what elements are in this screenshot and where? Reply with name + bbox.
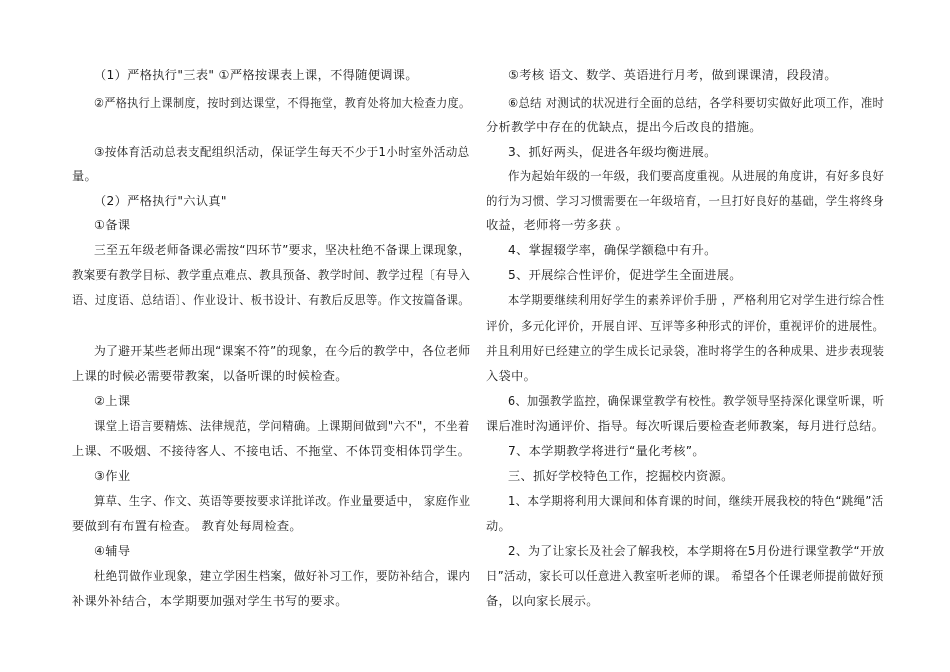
text-line: 课堂上语言要精炼、法律规范，学问精确。上课期间做到"六不"，不坐着 — [94, 419, 470, 433]
text-line: ⑥总结 对测试的状况进行全面的总结，各学科要切实做好此项工作，准时 — [508, 96, 885, 110]
text-line: 课后准时沟通评价、指导。每次听课后要检查老师教案，每月进行总结。 — [486, 419, 885, 433]
text-line: 并且利用好已经建立的学生成长记录袋，准时将学生的各种成果、进步表现装 — [486, 344, 885, 358]
section-heading: 三、抓好学校特色工作，挖掘校内资源。 — [508, 469, 734, 483]
text-line: 1、本学期将利用大课间和体育课的时间，继续开展我校的特色“跳绳”活 — [508, 494, 884, 508]
section-heading: 3、抓好两头，促进各年级均衡进展。 — [508, 145, 717, 159]
text-line: 补课外补结合，本学期要加强对学生书写的要求。 — [72, 594, 348, 608]
text-line: 上课、不吸烟、不接待客人、不接电话、不拖堂、不体罚变相体罚学生。 — [72, 444, 471, 458]
text-line: 算草、生字、作文、英语等要按要求详批详改。作业量要适中， 家庭作业 — [94, 494, 471, 508]
text-line: 的行为习惯、学习习惯需要在一年级培育，一旦打好良好的基础，学生将终身 — [486, 194, 885, 208]
text-line: 6、加强教学监控，确保课堂教学有校性。教学领导坚持深化课堂听课，听 — [508, 394, 885, 408]
text-line: 2、为了让家长及社会了解我校，本学期将在5月份进行课堂教学“开放 — [508, 544, 885, 558]
text-line: 要做到有布置有检查。 教育处每周检查。 — [72, 519, 302, 533]
text-line: 动。 — [486, 519, 512, 533]
text-line: 三至五年级老师备课必需按“四环节”要求，坚决杜绝不备课上课现象， — [94, 243, 471, 257]
text-line: ③按体育活动总表支配组织活动，保证学生每天不少于1小时室外活动总 — [94, 145, 470, 159]
section-heading: 4、掌握辍学率，确保学额稳中有升。 — [508, 243, 717, 257]
section-heading: （2）严格执行"六认真" — [94, 194, 227, 208]
subsection-heading: ①备课 — [94, 218, 131, 232]
text-line: ②严格执行上课制度，按时到达课堂，不得拖堂，教育处将加大检查力度。 — [94, 96, 471, 110]
text-line: 本学期要继续利用好学生的素养评价手册 ，严格利用它对学生进行综合性 — [508, 293, 885, 307]
text-line: 评价，多元化评价，开展自评、互评等多种形式的评价，重视评价的进展性。 — [486, 319, 885, 333]
text-line: 杜绝罚做作业现象，建立学困生档案，做好补习工作，要防补结合，课内 — [94, 569, 471, 583]
text-line: 量。 — [72, 169, 98, 183]
text-line: 分析教学中存在的优缺点，提出今后改良的措施。 — [486, 120, 762, 134]
subsection-heading: ③作业 — [94, 469, 131, 483]
text-line: ⑤考核 语文、数学、英语进行月考，做到课课清，段段清。 — [508, 68, 837, 82]
text-line: 日”活动，家长可以任意进入教室听老师的课。 希望各个任课老师提前做好预 — [486, 569, 884, 583]
section-heading: 5、开展综合性评价，促进学生全面进展。 — [508, 268, 742, 282]
text-line: 为了避开某些老师出现“课案不符”的现象，在今后的教学中，各位老师 — [94, 344, 471, 358]
section-heading: 7、本学期教学将进行“量化考核”。 — [508, 444, 705, 458]
text-line: 入袋中。 — [486, 369, 537, 383]
text-line: 备，以向家长展示。 — [486, 594, 599, 608]
text-line: 收益，老师将一劳多获 。 — [486, 218, 629, 232]
text-line: 教案要有教学目标、教学重点难点、教具预备、教学时间、教学过程〔有导入 — [72, 268, 471, 282]
text-line: 语、过度语、总结语〕、作业设计、板书设计、有教后反思等。作文按篇备课。 — [72, 293, 470, 307]
subsection-heading: ②上课 — [94, 394, 131, 408]
text-line: 作为起始年级的一年级，我们要高度重视。从进展的角度讲，有好多良好 — [508, 169, 885, 183]
subsection-heading: ④辅导 — [94, 544, 131, 558]
text-line: 上课的时候必需要带教案，以备听课的时候检查。 — [72, 369, 348, 383]
text-line: （1）严格执行"三表" ①严格按课表上课，不得随便调课。 — [94, 68, 418, 82]
